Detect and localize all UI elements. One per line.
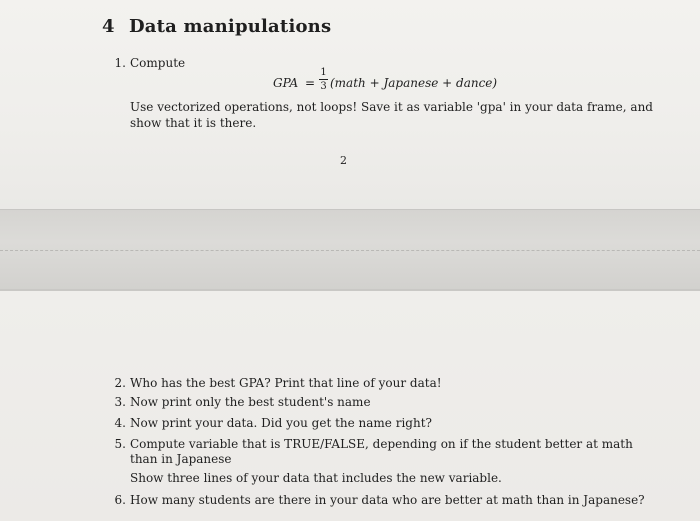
- formula-lhs: GPA: [273, 76, 299, 90]
- fraction-denominator: 3: [320, 81, 327, 92]
- page-number: 2: [340, 154, 347, 167]
- perforation-line: [0, 250, 700, 251]
- task-number: 5.: [114, 437, 126, 451]
- formula-rhs: (math + Japanese + dance): [330, 76, 498, 90]
- fraction-numerator: 1: [320, 67, 327, 78]
- fraction-bar: [319, 79, 328, 80]
- task-text: Compute: [130, 56, 186, 70]
- task-number: 4.: [114, 416, 126, 430]
- task-number: 3.: [114, 395, 126, 409]
- task-text-extra: Show three lines of your data that includes the new variable.: [130, 471, 502, 485]
- task-1-instruction-line-2: show that it is there.: [130, 116, 257, 130]
- task-text: Now print only the best student's name: [130, 395, 371, 409]
- task-text: How many students are there in your data who are better at math than in Japanese?: [130, 493, 645, 507]
- task-number: 6.: [114, 493, 126, 507]
- task-number: 1.: [114, 56, 126, 70]
- task-text: Compute variable that is TRUE/FALSE, depending on if the student better at math: [130, 437, 633, 451]
- section-title: Data manipulations: [129, 16, 332, 37]
- task-text: Now print your data. Did you get the name right?: [130, 416, 432, 430]
- formula-equals: =: [305, 76, 316, 90]
- formula-fraction: [319, 67, 328, 92]
- task-text-continued: than in Japanese: [130, 452, 232, 466]
- task-1-instruction-line-1: Use vectorized operations, not loops! Save it as variable 'gpa' in your data frame, and: [130, 100, 653, 114]
- section-number: 4: [102, 16, 115, 37]
- task-number: 2.: [114, 376, 126, 390]
- task-text: Who has the best GPA? Print that line of your data!: [130, 376, 442, 390]
- section-heading: [102, 16, 331, 37]
